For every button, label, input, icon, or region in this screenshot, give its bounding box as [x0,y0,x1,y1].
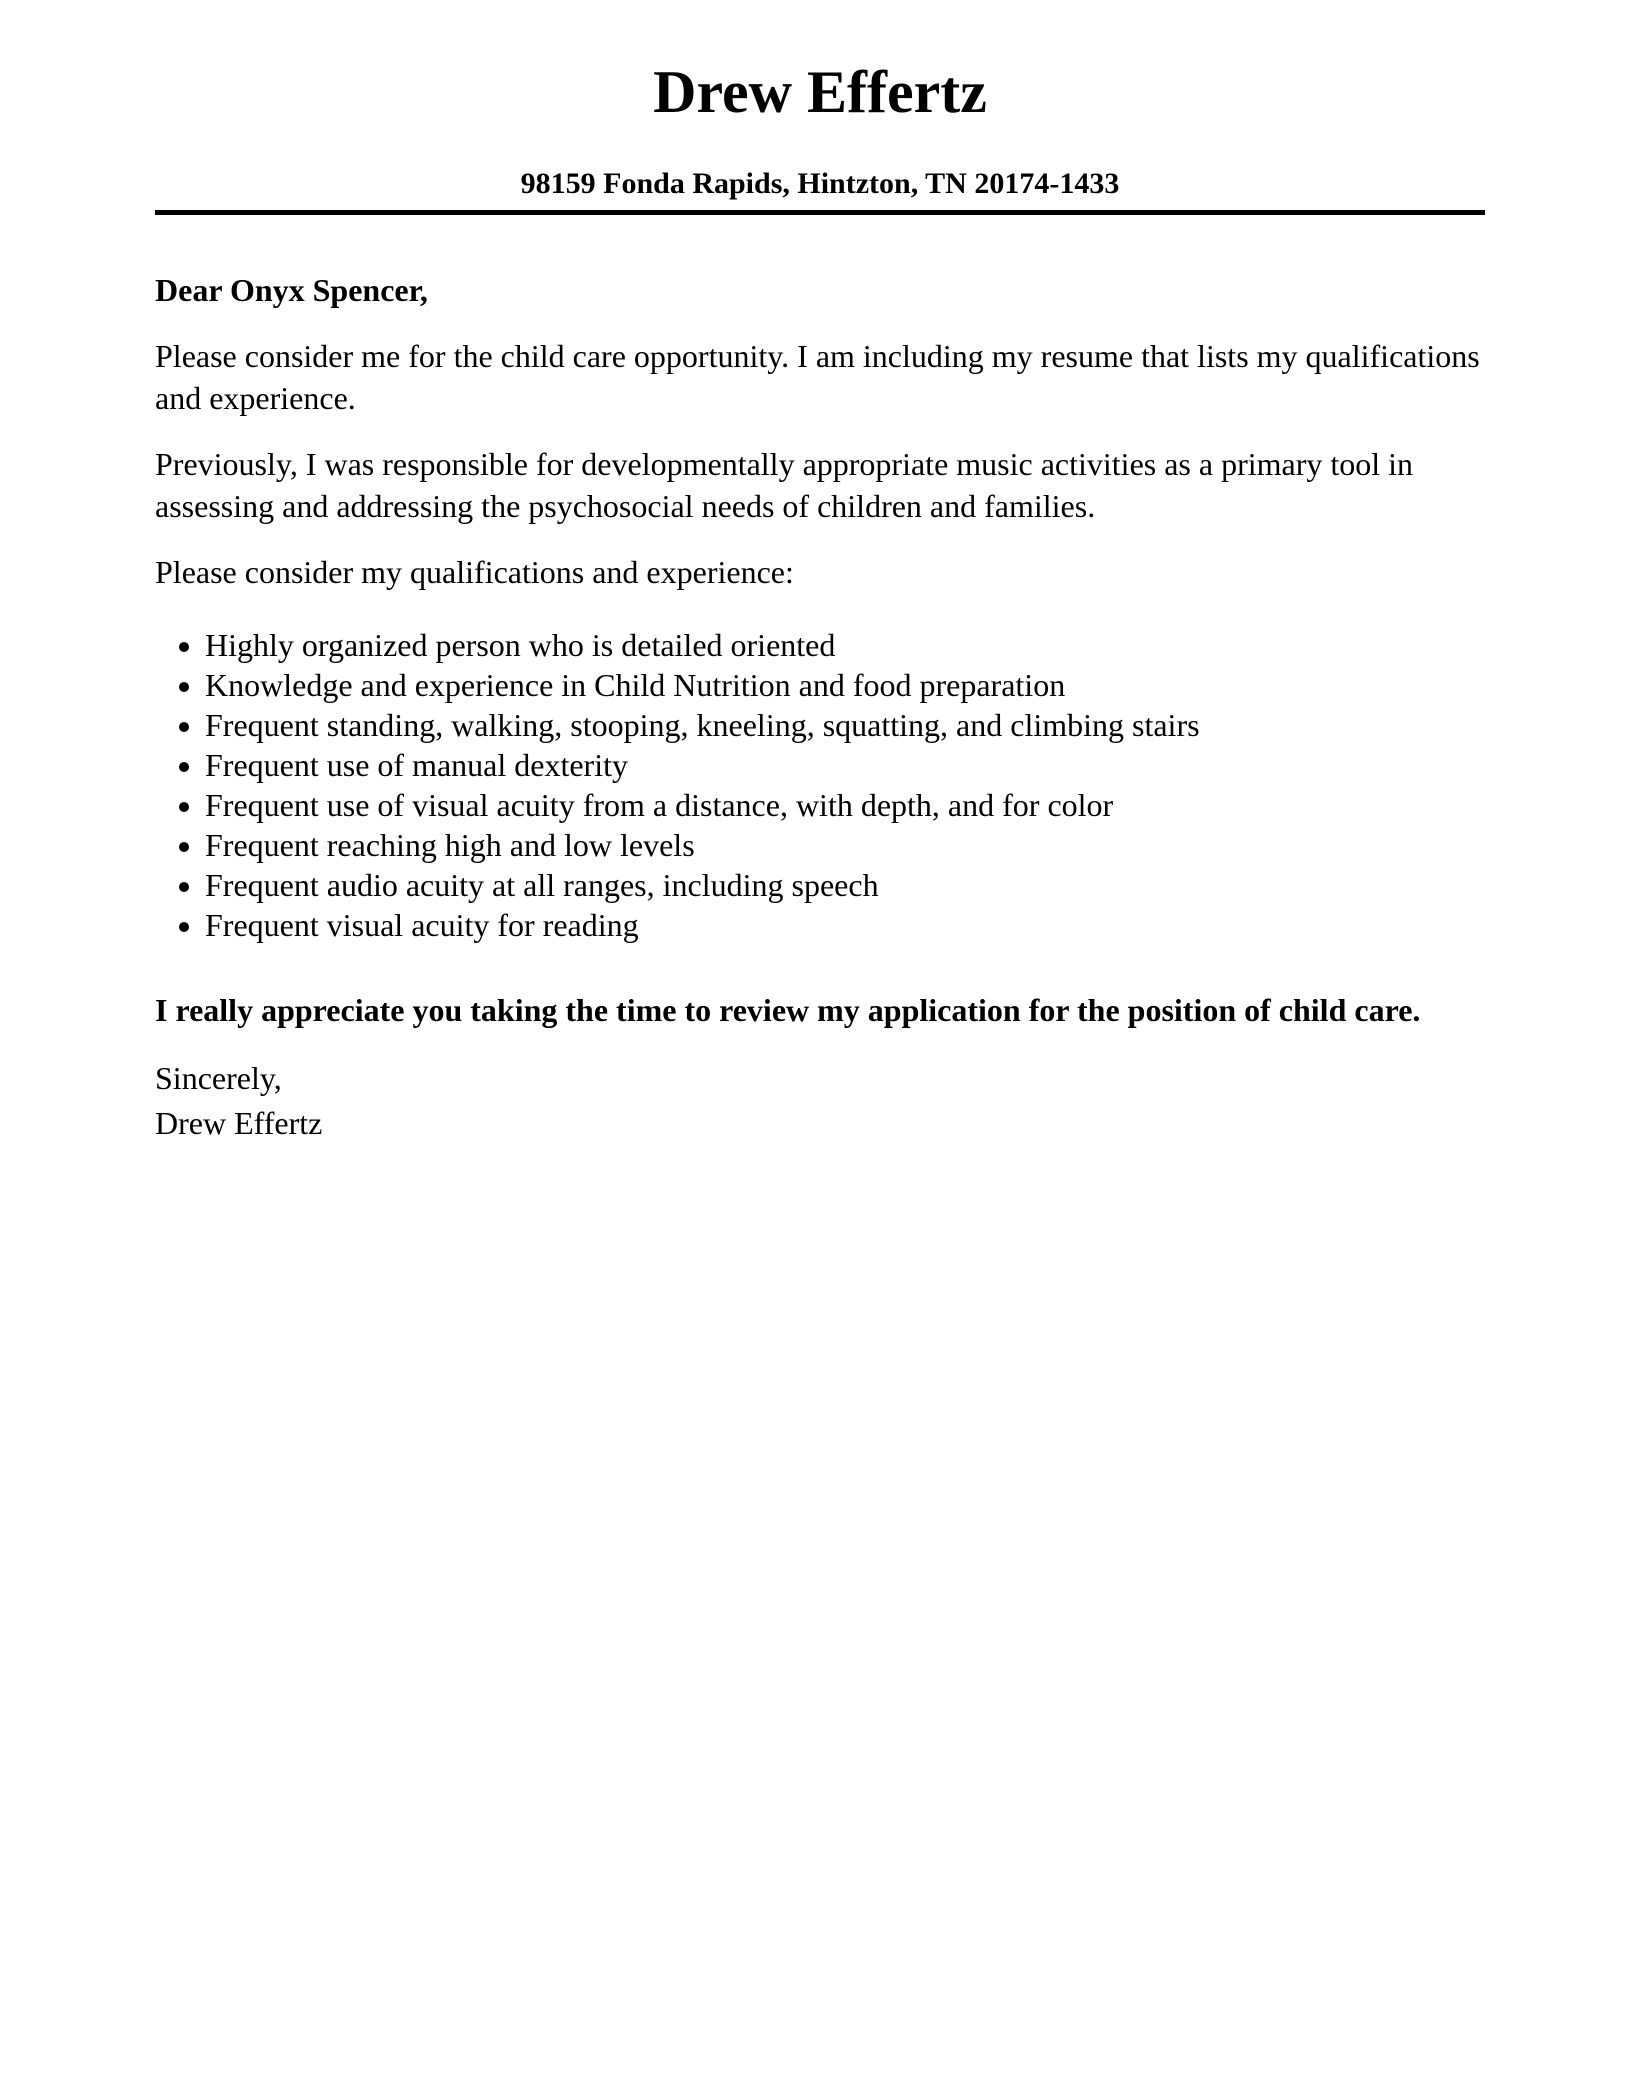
experience-paragraph: Previously, I was responsible for developmentally appropriate music activities as a primary tool in assessing and addressing the psychosocial needs of children and families. [155,446,1414,524]
qualification-item: • Highly organized person who is detailed oriented [205,625,1485,665]
signature-name: Drew Effertz [155,1105,323,1141]
sender-name: Drew Effertz [653,59,987,125]
qualification-item: • Frequent visual acuity for reading [205,905,1485,945]
letter-header [155,56,1485,202]
qualifications-lead-paragraph: Please consider my qualifications and experience: [155,554,794,590]
intro-paragraph: Please consider me for the child care opportunity. I am including my resume that lists my qualifications and experience. [155,338,1480,416]
signoff: Sincerely, [155,1060,282,1096]
qualification-item: • Frequent use of manual dexterity [205,745,1485,785]
qualification-item: • Knowledge and experience in Child Nutrition and food preparation [205,665,1485,705]
letter-body [155,269,1485,1144]
appreciation-line: I really appreciate you taking the time to review my application for the position of child care. [155,992,1421,1028]
sender-address: 98159 Fonda Rapids, Hintzton, TN 20174-1433 [520,167,1120,200]
qualifications-list [155,625,1485,945]
qualification-item: • Frequent use of visual acuity from a distance, with depth, and for color [205,785,1485,825]
qualification-item: • Frequent audio acuity at all ranges, including speech [205,865,1485,905]
salutation: Dear Onyx Spencer, [155,272,428,308]
header-divider-rule [155,210,1485,215]
qualification-item: • Frequent standing, walking, stooping, kneeling, squatting, and climbing stairs [205,705,1485,745]
qualification-item: • Frequent reaching high and low levels [205,825,1485,865]
